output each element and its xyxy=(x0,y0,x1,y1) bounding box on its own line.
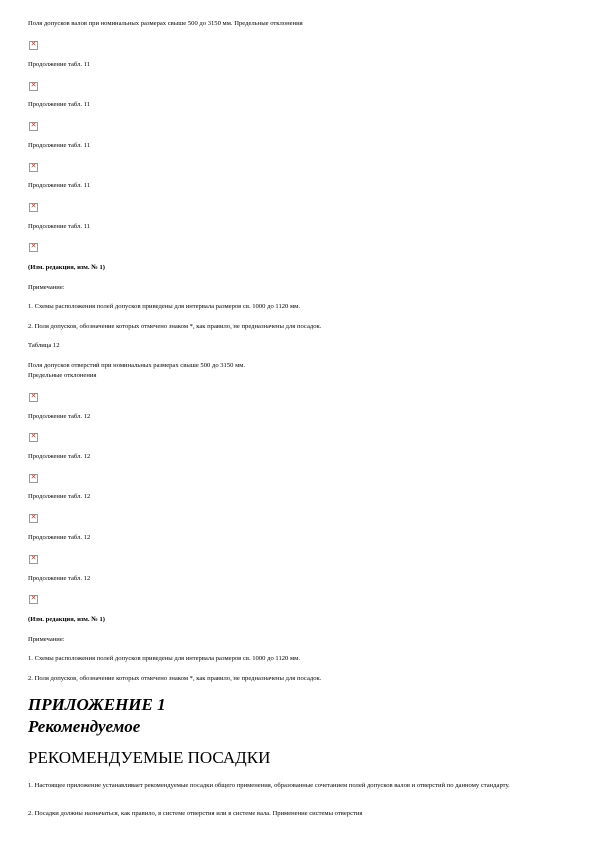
continuation-label: Продолжение табл. 12 xyxy=(28,575,91,582)
broken-image-icon: ✕ xyxy=(30,162,37,170)
broken-image-icon: ✕ xyxy=(30,392,37,400)
appendix-paragraph-2: 2. Посадки должны назначаться, как правило, в системе отверстия или в системе вала. Применение системы отверстия xyxy=(28,810,363,817)
broken-image-icon: ✕ xyxy=(30,432,37,440)
appendix-subtitle: Рекомендуемое xyxy=(28,717,141,736)
note-1: 1. Схемы расположения полей допусков приведены для интервала размеров св. 1000 до 1120 мм. xyxy=(28,303,300,310)
continuation-label: Продолжение табл. 11 xyxy=(28,223,91,230)
table12-label: Таблица 12 xyxy=(28,342,60,349)
broken-image-icon: ✕ xyxy=(30,202,37,210)
note-2: 2. Поля допусков, обозначение которых отмечено знаком *, как правило, не предназначены для посадок. xyxy=(28,323,322,330)
continuation-label: Продолжение табл. 11 xyxy=(28,142,91,149)
table12-intro-line1: Поля допусков отверстий при номинальных размерах свыше 500 до 3150 мм. xyxy=(28,362,246,369)
appendix-heading: РЕКОМЕНДУЕМЫЕ ПОСАДКИ xyxy=(28,748,271,767)
table11-intro: Поля допусков валов при номинальных размерах свыше 500 до 3150 мм. Предельные отклонения xyxy=(28,20,303,27)
continuation-label: Продолжение табл. 12 xyxy=(28,534,91,541)
broken-image-icon: ✕ xyxy=(30,594,37,602)
notes-title: Примечание: xyxy=(28,636,65,643)
notes-title: Примечание: xyxy=(28,284,65,291)
broken-image-icon: ✕ xyxy=(30,40,37,48)
broken-image-icon: ✕ xyxy=(30,473,37,481)
continuation-label: Продолжение табл. 11 xyxy=(28,182,91,189)
continuation-label: Продолжение табл. 11 xyxy=(28,101,91,108)
note-1: 1. Схемы расположения полей допусков приведены для интервала размеров св. 1000 до 1120 мм. xyxy=(28,655,300,662)
table12-intro-line2: Предельные отклонения xyxy=(28,372,97,379)
continuation-label: Продолжение табл. 12 xyxy=(28,413,91,420)
amendment-note: (Изм. редакция, изм. № 1) xyxy=(28,264,105,271)
broken-image-icon: ✕ xyxy=(30,513,37,521)
continuation-label: Продолжение табл. 12 xyxy=(28,493,91,500)
broken-image-icon: ✕ xyxy=(30,81,37,89)
amendment-note: (Изм. редакция, изм. № 1) xyxy=(28,616,105,623)
appendix-paragraph-1: 1. Настоящее приложение устанавливает рекомендуемые посадки общего применения, образованные сочетанием полей допусков валов и отверстий по данному стандарту. xyxy=(28,782,510,789)
note-2: 2. Поля допусков, обозначение которых отмечено знаком *, как правило, не предназначены для посадок. xyxy=(28,675,322,682)
continuation-label: Продолжение табл. 12 xyxy=(28,453,91,460)
appendix-title: ПРИЛОЖЕНИЕ 1 xyxy=(28,695,166,714)
continuation-label: Продолжение табл. 11 xyxy=(28,61,91,68)
broken-image-icon: ✕ xyxy=(30,554,37,562)
broken-image-icon: ✕ xyxy=(30,121,37,129)
broken-image-icon: ✕ xyxy=(30,242,37,250)
